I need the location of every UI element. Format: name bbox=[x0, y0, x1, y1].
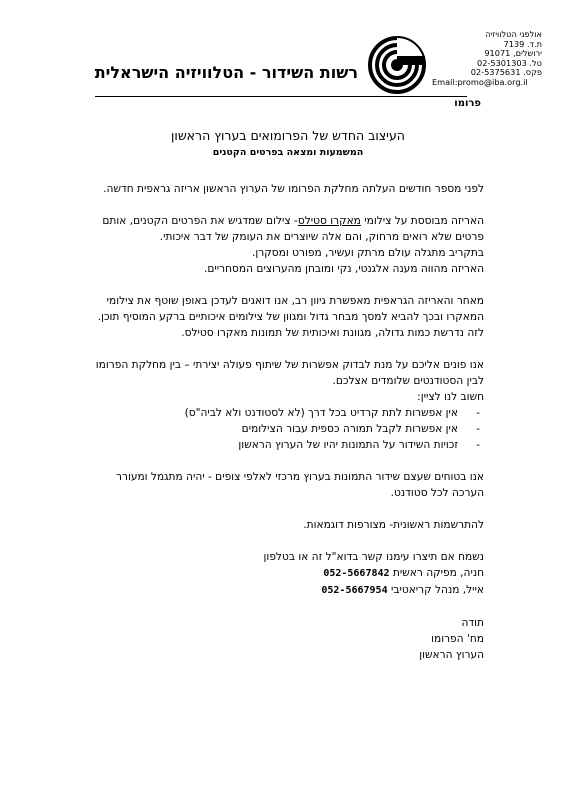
signature-channel: הערוץ הראשון bbox=[419, 649, 484, 661]
list-item: - אין אפשרות לקבל תמורה כספית עבור הצילומים bbox=[86, 421, 484, 437]
paragraph: מאחר והאריזה הגראפית מאפשרת גיוון רב, אנו דואגים לעדכן באופן שוטף את צילומי המאקרו ובכך להביא למסך מבחר גדול ומגוון של צילומים איכותיים ברקע המוסיף תוכן. bbox=[97, 295, 484, 323]
signature-role: מח' הפרומו bbox=[431, 633, 484, 645]
paragraph: האריזה מבוססת על צילומי מאקרו סטילס- צילום שמדגיש את הפרטים הקטנים, אותם פרטים שלא רואים מרחוק, והם אלה שיוצרים את העומק של דבר איכותי. bbox=[102, 215, 484, 243]
header-divider bbox=[95, 96, 467, 97]
address-line: ת.ד. 7139 bbox=[503, 38, 542, 49]
address-line: פקס. 02-5375631 bbox=[470, 67, 542, 78]
paragraph: בתקריב מתגלה עולם מרתק ועשיר, מפורט ומסקרן. bbox=[252, 247, 484, 259]
list-item: - אין אפשרות לתת קרדיט בכל דרך (לא לסטודנט ולא לביה"ס) bbox=[86, 405, 484, 421]
paragraph: אנו בטוחים שעצם שידור התמונות בערוץ מרכזי לאלפי צופים - יהיה מתגמל ומעורר הערכה לכל סטודנט. bbox=[116, 471, 484, 499]
contact-line: אייל, מנהל קריאטיבי 052-5667954 bbox=[321, 584, 484, 596]
paragraph: לפני מספר חודשים העלתה מחלקת הפרומו של הערוץ הראשון אריזה גראפית חדשה. bbox=[103, 183, 484, 195]
letter-title: העיצוב החדש של הפרומואים בערוץ הראשון bbox=[171, 128, 405, 143]
paragraph: נשמח אם תיצרו עימנו קשר בדוא"ל זה או בטלפון bbox=[263, 551, 484, 563]
contact-line: חניה, מפיקה ראשית 052-5667842 bbox=[323, 567, 484, 579]
paragraph: לזה נדרשת כמות גדולה, מגוונת ואיכותית של תמונות מאקרו סטילס. bbox=[181, 327, 484, 339]
paragraph: האריזה מהווה מענה אלגנטי, נקי ומובחן מהערוצים המסחריים. bbox=[204, 263, 484, 275]
paragraph: אנו פונים אליכם על מנת לבדוק אפשרות של שיתוף פעולה יצירתי – בין מחלקת הפרומו לבין הסטודנטים שלומדים אצלכם. bbox=[95, 359, 484, 387]
email-address: Email:promo@iba.org.il bbox=[432, 76, 528, 87]
letter-body bbox=[86, 165, 484, 663]
phone-number: 052-5667954 bbox=[321, 585, 388, 596]
bullet-list bbox=[86, 405, 484, 453]
address-line: אולפני הטלוויזיה bbox=[485, 29, 542, 39]
organization-name: רשות השידור - הטלוויזיה הישראלית bbox=[94, 63, 358, 82]
address-line: ירושלים, 91071 bbox=[484, 48, 542, 59]
underlined-term: מאקרו סטילס bbox=[297, 215, 361, 227]
signature-thanks: תודה bbox=[461, 617, 484, 629]
iba-logo-icon bbox=[368, 36, 426, 94]
phone-number: 052-5667842 bbox=[323, 568, 390, 579]
address-line: טל. 02-5301303 bbox=[476, 57, 542, 68]
letter-subtitle: המשמעות ומצאה בפרטים הקטנים bbox=[212, 147, 364, 158]
list-item: - זכויות השידור על התמונות יהיו של הערוץ הראשון bbox=[86, 437, 484, 453]
letterhead-address bbox=[432, 30, 542, 88]
paragraph: להתרשמות ראשונית- מצורפות דוגמאות. bbox=[303, 519, 484, 531]
department-label: פרומו bbox=[454, 98, 481, 109]
paragraph: חשוב לנו לציין: bbox=[417, 391, 484, 403]
